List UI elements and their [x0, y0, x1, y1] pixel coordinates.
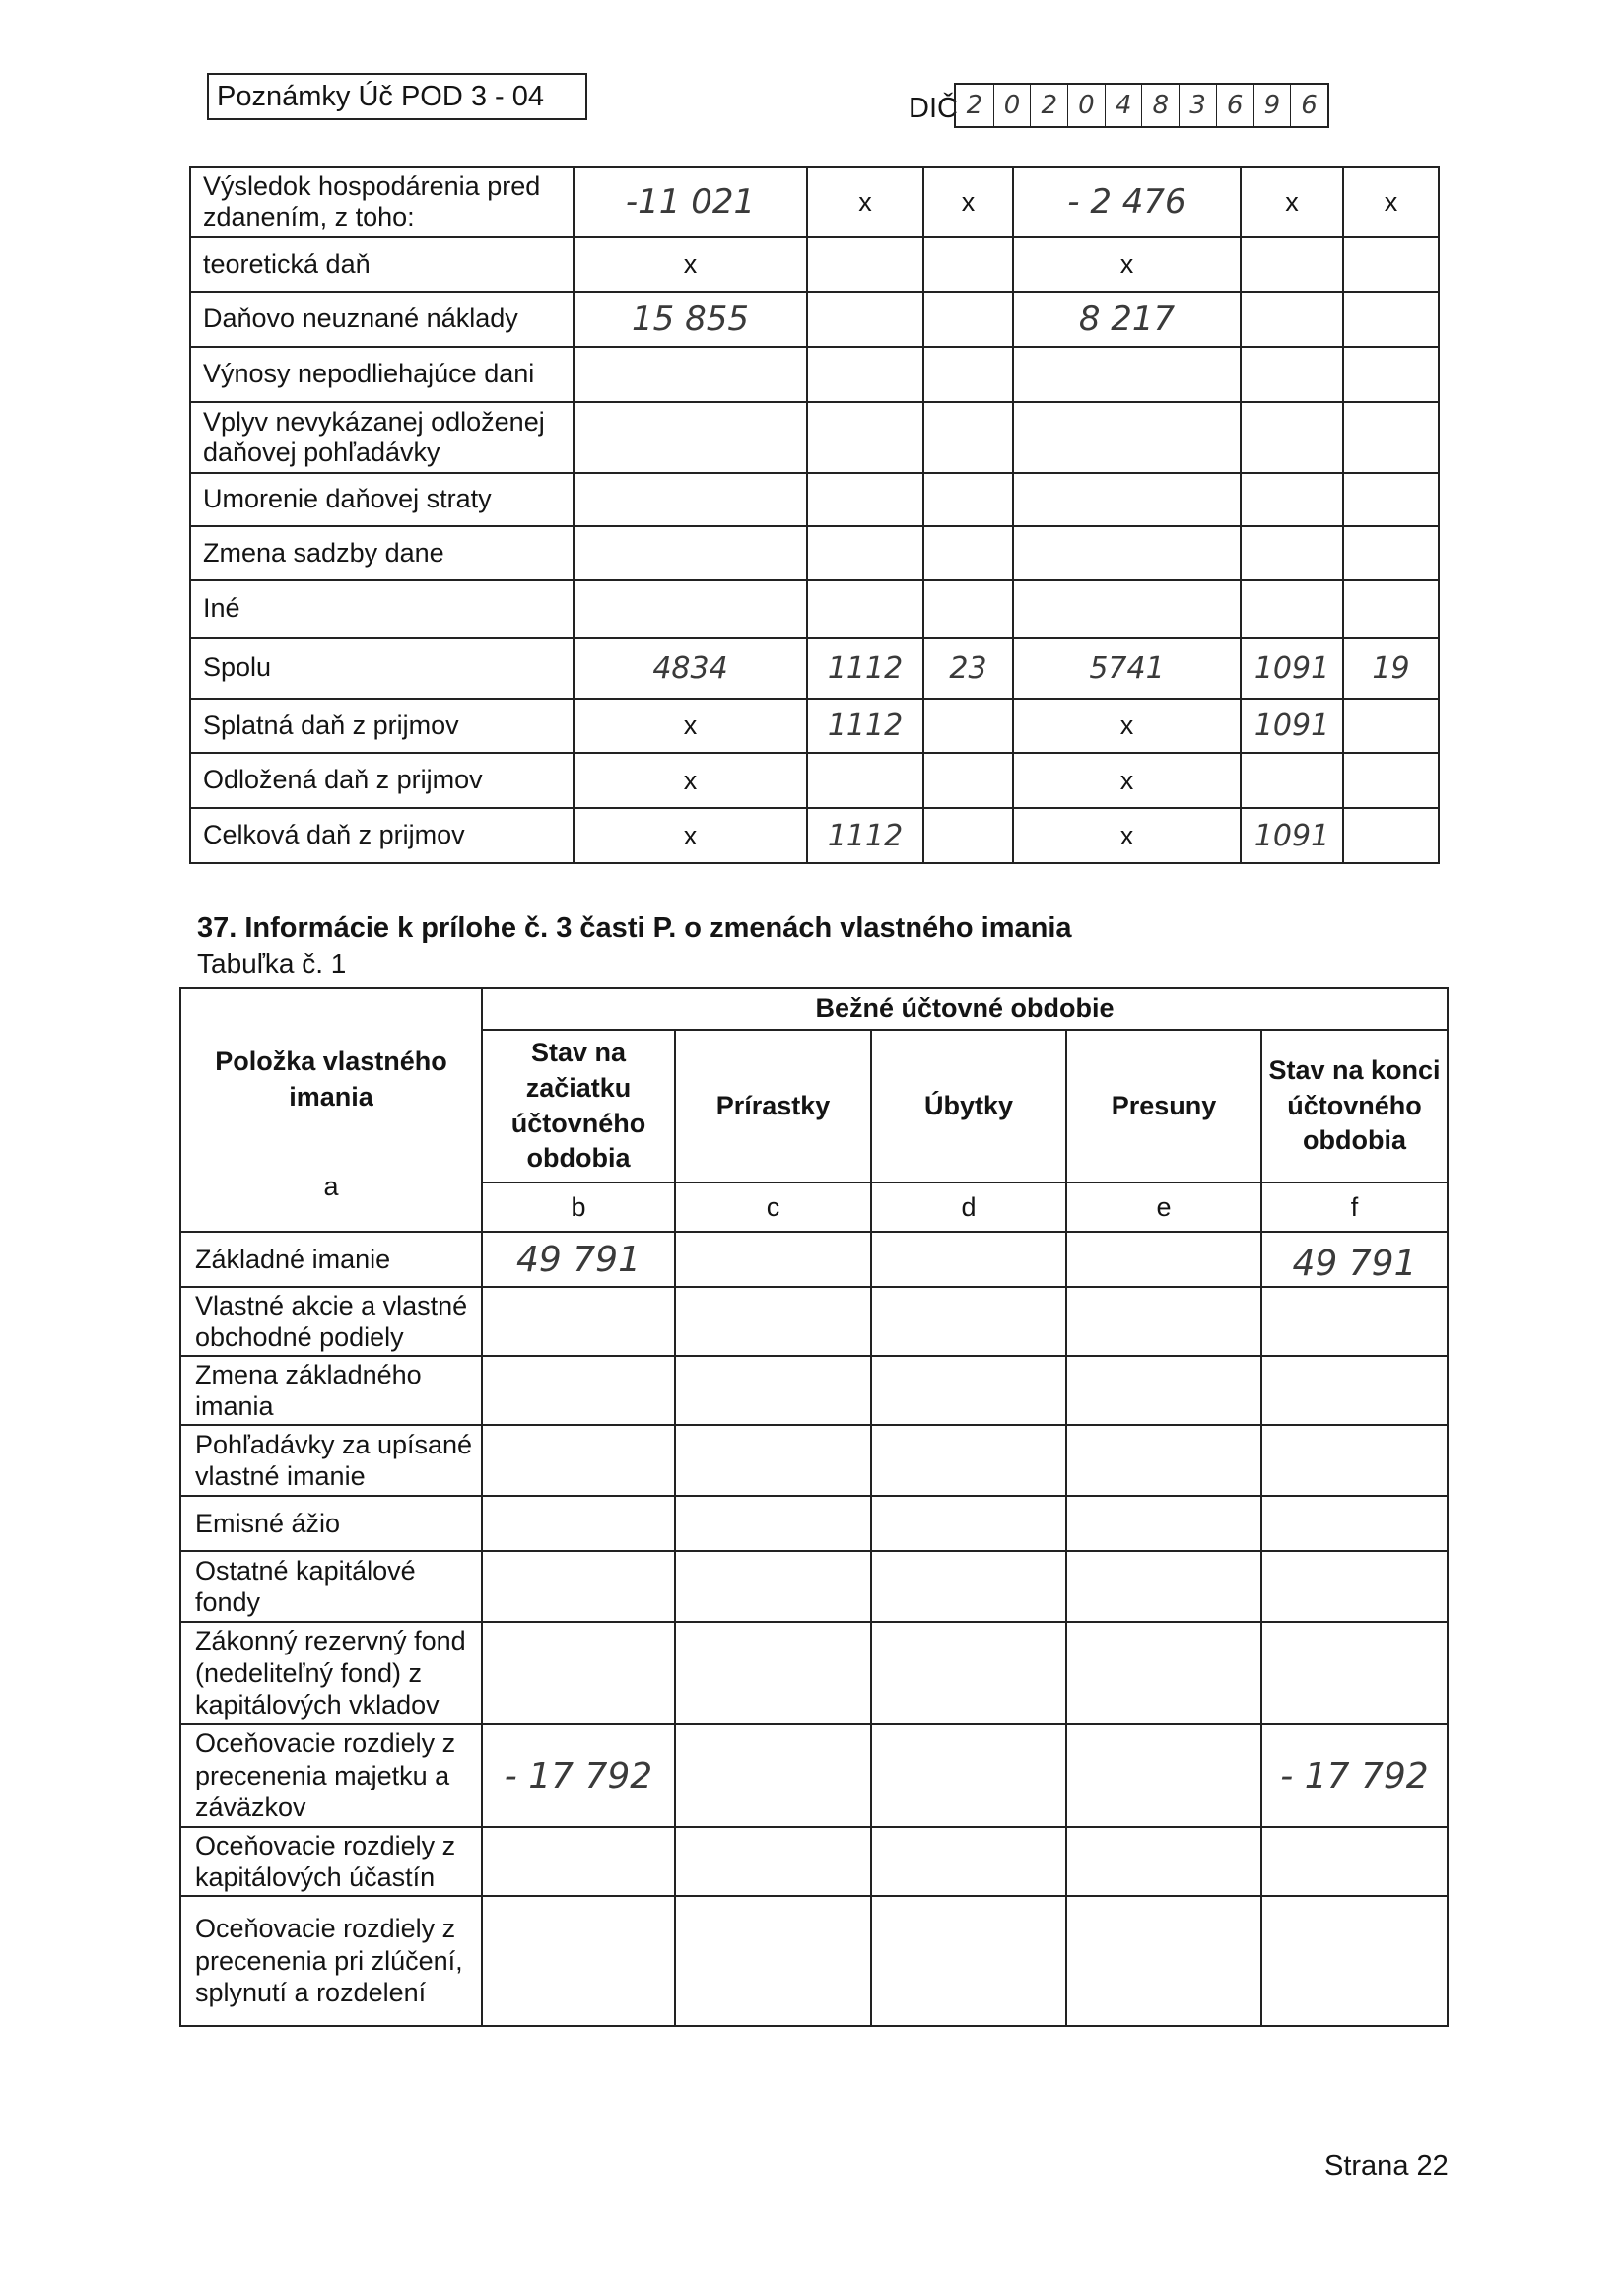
table-row: [180, 1425, 1448, 1496]
group-header: Bežné účtovné obdobie: [482, 988, 1448, 1030]
column-header: Stav na konci účtovného obdobia: [1261, 1030, 1448, 1182]
table-row: [190, 526, 1439, 580]
table-cell: [675, 1356, 871, 1425]
dic-digit: 4: [1105, 85, 1142, 126]
handwritten-value: 4834: [574, 638, 807, 699]
column-letter: f: [1261, 1182, 1448, 1232]
table-cell: [675, 1622, 871, 1724]
handwritten-value: - 2 476: [1013, 167, 1241, 237]
table-cell: x: [1013, 808, 1241, 863]
table-cell: [871, 1356, 1066, 1425]
table-cell: [1241, 402, 1343, 473]
table-header-row: [180, 988, 1448, 1030]
table-cell: [1013, 580, 1241, 638]
table-cell: [675, 1496, 871, 1551]
table-cell: [807, 402, 923, 473]
column-header: Stav na začiatku účtovného obdobia: [482, 1030, 675, 1182]
table-cell: [1343, 526, 1439, 580]
handwritten-value: 19: [1343, 638, 1439, 699]
table-row: [180, 1232, 1448, 1287]
table-row: [190, 638, 1439, 699]
handwritten-value: 15 855: [574, 292, 807, 347]
dic-digit: 0: [993, 85, 1031, 126]
table-cell: [1261, 1287, 1448, 1356]
table-row: [180, 1496, 1448, 1551]
dic-boxes: [954, 83, 1329, 128]
table-cell: [1066, 1896, 1261, 2026]
table-row: [180, 1724, 1448, 1827]
table-cell: [574, 580, 807, 638]
table-cell: [871, 1896, 1066, 2026]
row-label: Výnosy nepodliehajúce dani: [190, 347, 574, 402]
table-cell: [1261, 1356, 1448, 1425]
table-cell: [923, 753, 1013, 808]
table-cell: [807, 580, 923, 638]
table-cell: [675, 1287, 871, 1356]
table-cell: [482, 1496, 675, 1551]
dic-digit: 8: [1141, 85, 1179, 126]
table-row: [190, 167, 1439, 237]
row-label: Umorenie daňovej straty: [190, 473, 574, 526]
table-cell: [1343, 402, 1439, 473]
handwritten-value: 1091: [1241, 808, 1343, 863]
table-cell: [923, 526, 1013, 580]
table-row: [190, 808, 1439, 863]
table-cell: x: [923, 167, 1013, 237]
column-letter: a: [323, 1172, 339, 1202]
table-cell: [871, 1622, 1066, 1724]
table-row: [180, 1356, 1448, 1425]
row-label: Oceňovacie rozdiely z precenenia majetku a záväzkov: [180, 1724, 482, 1827]
row-label: Splatná daň z prijmov: [190, 699, 574, 753]
column-letter: d: [871, 1182, 1066, 1232]
row-label: Oceňovacie rozdiely z precenenia pri zlúčení, splynutí a rozdelení: [180, 1896, 482, 2026]
table-cell: x: [1013, 237, 1241, 292]
handwritten-value: 1091: [1241, 638, 1343, 699]
handwritten-value: 1112: [807, 638, 923, 699]
row-label: Zmena základného imania: [180, 1356, 482, 1425]
table-cell: [1013, 347, 1241, 402]
table-cell: [482, 1425, 675, 1496]
table-cell: [807, 526, 923, 580]
table-cell: [1343, 580, 1439, 638]
dic-digit: 9: [1253, 85, 1291, 126]
table-row: [180, 1896, 1448, 2026]
table-cell: [574, 526, 807, 580]
table-cell: [871, 1551, 1066, 1622]
table-cell: [807, 473, 923, 526]
table-cell: [1013, 473, 1241, 526]
table-cell: [1261, 1827, 1448, 1896]
table-cell: [1066, 1496, 1261, 1551]
table-cell: [923, 808, 1013, 863]
table-row: [190, 347, 1439, 402]
dic-label: DIČ: [909, 93, 958, 124]
table-cell: [807, 347, 923, 402]
column-header: Úbytky: [871, 1030, 1066, 1182]
table-cell: [923, 473, 1013, 526]
table-cell: [1241, 753, 1343, 808]
table-row: [190, 292, 1439, 347]
table-cell: x: [574, 808, 807, 863]
handwritten-value: -11 021: [574, 167, 807, 237]
table-cell: [482, 1356, 675, 1425]
table-cell: [1343, 808, 1439, 863]
table-cell: [1066, 1287, 1261, 1356]
table-cell: [1241, 292, 1343, 347]
handwritten-value: 1112: [807, 699, 923, 753]
row-label: Vplyv nevykázanej odloženej daňovej pohľadávky: [190, 402, 574, 473]
table-cell: x: [574, 237, 807, 292]
table-row: [180, 1287, 1448, 1356]
form-code-box: [207, 73, 587, 120]
table-cell: [871, 1287, 1066, 1356]
form-code: Poznámky Úč POD 3 - 04: [217, 80, 544, 112]
dic-digit: 2: [1030, 85, 1067, 126]
position-header: Položka vlastného imania: [215, 1047, 447, 1112]
table-cell: [871, 1425, 1066, 1496]
table-cell: [675, 1232, 871, 1287]
row-label: Zákonný rezervný fond (nedeliteľný fond) z kapitálových vkladov: [180, 1622, 482, 1724]
dic-digit: 3: [1179, 85, 1216, 126]
table-cell: x: [574, 753, 807, 808]
row-label: Celková daň z prijmov: [190, 808, 574, 863]
table-cell: [807, 237, 923, 292]
table-cell: [482, 1551, 675, 1622]
row-label: Ostatné kapitálové fondy: [180, 1551, 482, 1622]
handwritten-value: 8 217: [1013, 292, 1241, 347]
row-label: Výsledok hospodárenia pred zdanením, z toho:: [190, 167, 574, 237]
row-label: Odložená daň z prijmov: [190, 753, 574, 808]
table-cell: [675, 1827, 871, 1896]
table-row: [190, 753, 1439, 808]
table-row: [190, 699, 1439, 753]
row-label: Vlastné akcie a vlastné obchodné podiely: [180, 1287, 482, 1356]
table-cell: [574, 473, 807, 526]
table-cell: [1241, 237, 1343, 292]
table-cell: [574, 347, 807, 402]
table-cell: [871, 1827, 1066, 1896]
table-cell: x: [574, 699, 807, 753]
table-cell: [1066, 1551, 1261, 1622]
table-row: [190, 237, 1439, 292]
table-row: [190, 473, 1439, 526]
table-caption: Tabuľka č. 1: [197, 948, 347, 979]
table-cell: [807, 292, 923, 347]
row-label: teoretická daň: [190, 237, 574, 292]
table-cell: [1343, 292, 1439, 347]
table-cell: [871, 1724, 1066, 1827]
table-cell: [1066, 1724, 1261, 1827]
table-cell: [1066, 1232, 1261, 1287]
table-cell: [675, 1896, 871, 2026]
table-cell: [1261, 1896, 1448, 2026]
table-cell: [1343, 473, 1439, 526]
table-cell: x: [1013, 699, 1241, 753]
table-cell: [923, 237, 1013, 292]
handwritten-value: 49 791: [482, 1232, 675, 1287]
table-cell: [923, 292, 1013, 347]
row-label: Emisné ážio: [180, 1496, 482, 1551]
table-cell: x: [1013, 753, 1241, 808]
dic-digit: 6: [1216, 85, 1253, 126]
column-letter: c: [675, 1182, 871, 1232]
table-cell: [1261, 1622, 1448, 1724]
table-cell: [1066, 1356, 1261, 1425]
table-cell: [871, 1496, 1066, 1551]
dic-digit: 2: [966, 91, 983, 120]
table-cell: [1013, 526, 1241, 580]
table-cell: [923, 580, 1013, 638]
handwritten-value: - 17 792: [482, 1724, 675, 1827]
column-letter: b: [482, 1182, 675, 1232]
handwritten-value: 1112: [807, 808, 923, 863]
row-label: Oceňovacie rozdiely z kapitálových účastín: [180, 1827, 482, 1896]
row-label: Spolu: [190, 638, 574, 699]
table-cell: [675, 1724, 871, 1827]
table-cell: [1343, 699, 1439, 753]
table-cell: [1241, 526, 1343, 580]
table-row: [190, 580, 1439, 638]
table-cell: x: [1343, 167, 1439, 237]
handwritten-value: 23: [923, 638, 1013, 699]
row-label: Pohľadávky za upísané vlastné imanie: [180, 1425, 482, 1496]
table-cell: [482, 1827, 675, 1896]
table-cell: [1241, 347, 1343, 402]
row-label: Základné imanie: [180, 1232, 482, 1287]
table-cell: [1241, 473, 1343, 526]
column-header: Prírastky: [675, 1030, 871, 1182]
column-letter: e: [1066, 1182, 1261, 1232]
table-row: [180, 1551, 1448, 1622]
position-header-cell: [180, 988, 482, 1232]
table-cell: [482, 1896, 675, 2026]
row-label: Zmena sadzby dane: [190, 526, 574, 580]
table-row: [190, 402, 1439, 473]
table-cell: [1343, 237, 1439, 292]
table-cell: [1343, 347, 1439, 402]
table-cell: [482, 1287, 675, 1356]
table-cell: [1261, 1425, 1448, 1496]
row-label: Iné: [190, 580, 574, 638]
table-row: [180, 1827, 1448, 1896]
handwritten-value: - 17 792: [1261, 1724, 1448, 1827]
table-cell: [923, 402, 1013, 473]
handwritten-value: 1091: [1241, 699, 1343, 753]
row-label: Daňovo neuznané náklady: [190, 292, 574, 347]
handwritten-value: 5741: [1013, 638, 1241, 699]
handwritten-value: 49 791: [1261, 1232, 1448, 1287]
table-cell: [574, 402, 807, 473]
table-cell: [482, 1622, 675, 1724]
table-cell: [1066, 1622, 1261, 1724]
table-cell: [871, 1232, 1066, 1287]
section-heading: 37. Informácie k prílohe č. 3 časti P. o zmenách vlastného imania: [197, 912, 1072, 944]
dic-digit: 6: [1290, 85, 1327, 126]
table-cell: [807, 753, 923, 808]
table-cell: [675, 1425, 871, 1496]
table-cell: [923, 699, 1013, 753]
table-cell: x: [807, 167, 923, 237]
table-cell: [1241, 580, 1343, 638]
table-cell: [1066, 1827, 1261, 1896]
table-row: [180, 1622, 1448, 1724]
page-number: Strana 22: [1324, 2150, 1449, 2182]
table-cell: [675, 1551, 871, 1622]
table-cell: [1013, 402, 1241, 473]
dic-digit: 0: [1067, 85, 1105, 126]
tax-reconciliation-table: [189, 166, 1440, 864]
table-cell: [923, 347, 1013, 402]
table-cell: [1066, 1425, 1261, 1496]
table-cell: [1343, 753, 1439, 808]
table-cell: x: [1241, 167, 1343, 237]
table-cell: [1261, 1551, 1448, 1622]
equity-changes-table: [179, 987, 1449, 2027]
column-header: Presuny: [1066, 1030, 1261, 1182]
table-cell: [1261, 1496, 1448, 1551]
